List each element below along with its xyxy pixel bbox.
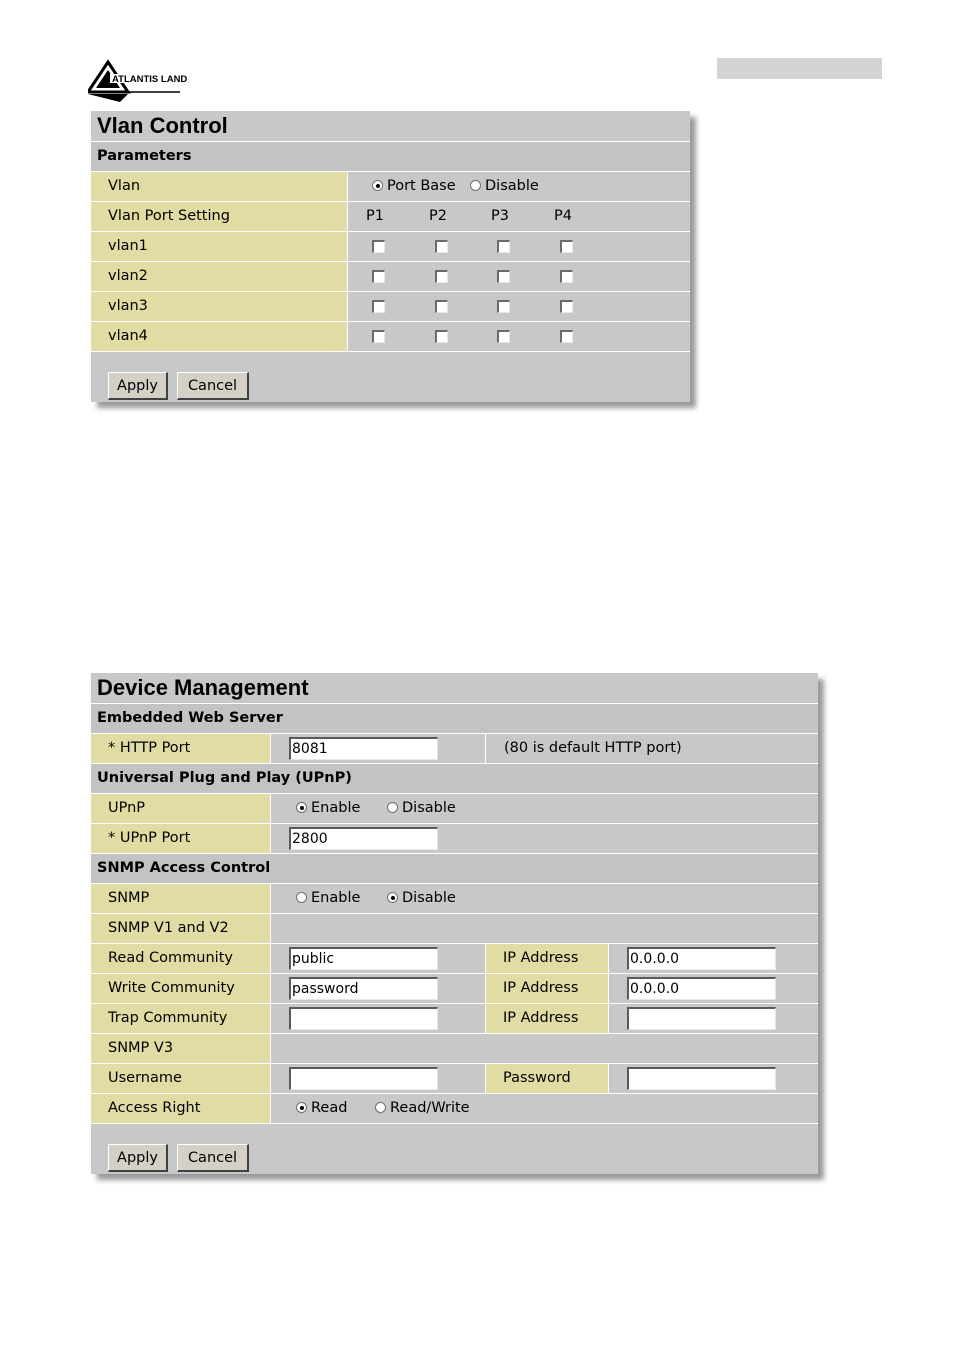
device-button-row [91,1124,818,1174]
write-community-label: Write Community [91,974,271,1003]
atlantis-logo [88,58,188,104]
access-right-row [91,1094,818,1124]
snmp-enable-radio[interactable] [296,892,307,903]
upnp-enable-option[interactable]: Enable [296,794,360,823]
username-label: Username [91,1064,271,1093]
vlan2-label: vlan2 [91,262,348,291]
username-input[interactable] [289,1067,438,1090]
read-community-label: Read Community [91,944,271,973]
vlan4-label: vlan4 [91,322,348,351]
header-bar [717,58,882,79]
snmp-enable-option[interactable]: Enable [296,884,360,913]
vlan2-row [91,262,690,292]
vlan-port-base-option[interactable]: Port Base [372,172,456,201]
upnp-section: Universal Plug and Play (UPnP) [91,764,818,794]
upnp-disable-radio[interactable] [387,802,398,813]
upnp-port-row [91,824,818,854]
upnp-label: UPnP [91,794,271,823]
logo-text: ATLANTIS LAND [112,74,188,85]
upnp-row [91,794,818,824]
trap-ip-input[interactable] [627,1007,776,1030]
snmp-v3-row [91,1034,818,1064]
device-panel-title: Device Management [91,673,818,704]
snmp-section: SNMP Access Control [91,854,818,884]
device-apply-button[interactable]: Apply [108,1144,168,1172]
vlan-cancel-button[interactable]: Cancel [177,372,249,400]
read-ip-label: IP Address [485,944,609,973]
read-ip-input[interactable] [627,947,776,970]
vlan1-p1-checkbox[interactable] [372,240,385,253]
vlan3-row [91,292,690,322]
snmp-v1v2-label: SNMP V1 and V2 [91,914,271,943]
vlan-disable-option[interactable]: Disable [470,172,539,201]
vlan-label: Vlan [91,172,348,201]
snmp-row [91,884,818,914]
vlan2-p3-checkbox[interactable] [497,270,510,283]
snmp-v3-label: SNMP V3 [91,1034,271,1063]
vlan4-p4-checkbox[interactable] [560,330,573,343]
http-port-input[interactable] [289,737,438,760]
http-port-row [91,734,818,764]
read-community-row [91,944,818,974]
access-read-radio[interactable] [296,1102,307,1113]
write-community-row [91,974,818,1004]
write-ip-label: IP Address [485,974,609,1003]
vlan2-p1-checkbox[interactable] [372,270,385,283]
vlan4-p2-checkbox[interactable] [435,330,448,343]
port-p1-header: P1 [366,208,384,224]
upnp-disable-option[interactable]: Disable [387,794,456,823]
snmp-disable-option[interactable]: Disable [387,884,456,913]
vlan4-row [91,322,690,352]
snmp-disable-radio[interactable] [387,892,398,903]
vlan-control-panel [91,111,690,402]
vlan-panel-title: Vlan Control [91,111,690,142]
upnp-port-label: * UPnP Port [91,824,271,853]
vlan3-label: vlan3 [91,292,348,321]
vlan1-p3-checkbox[interactable] [497,240,510,253]
vlan-disable-radio[interactable] [470,180,481,191]
port-base-radio[interactable] [372,180,383,191]
read-community-input[interactable] [289,947,438,970]
vlan-mode-row [91,172,690,202]
device-management-panel [91,673,818,1174]
password-input[interactable] [627,1067,776,1090]
trap-ip-label: IP Address [485,1004,609,1033]
vlan1-p4-checkbox[interactable] [560,240,573,253]
password-label: Password [485,1064,609,1093]
access-right-label: Access Right [91,1094,271,1123]
access-readwrite-option[interactable]: Read/Write [375,1094,470,1123]
http-port-label: * HTTP Port [91,734,271,763]
port-setting-label: Vlan Port Setting [91,202,348,231]
write-community-input[interactable] [289,977,438,1000]
parameters-section: Parameters [91,142,690,172]
username-row [91,1064,818,1094]
vlan-button-row [91,352,690,402]
vlan3-p4-checkbox[interactable] [560,300,573,313]
web-server-section: Embedded Web Server [91,704,818,734]
upnp-port-input[interactable] [289,827,438,850]
vlan4-p3-checkbox[interactable] [497,330,510,343]
vlan2-p2-checkbox[interactable] [435,270,448,283]
vlan-port-setting-row [91,202,690,232]
vlan2-p4-checkbox[interactable] [560,270,573,283]
snmp-label: SNMP [91,884,271,913]
upnp-enable-radio[interactable] [296,802,307,813]
vlan1-row [91,232,690,262]
trap-community-label: Trap Community [91,1004,271,1033]
snmp-v1v2-row [91,914,818,944]
access-read-option[interactable]: Read [296,1094,347,1123]
vlan1-p2-checkbox[interactable] [435,240,448,253]
vlan3-p1-checkbox[interactable] [372,300,385,313]
vlan3-p3-checkbox[interactable] [497,300,510,313]
http-port-divider [485,734,486,763]
write-ip-input[interactable] [627,977,776,1000]
port-p3-header: P3 [491,208,509,224]
access-readwrite-radio[interactable] [375,1102,386,1113]
vlan3-p2-checkbox[interactable] [435,300,448,313]
trap-community-input[interactable] [289,1007,438,1030]
port-p4-header: P4 [554,208,572,224]
vlan-apply-button[interactable]: Apply [108,372,168,400]
port-p2-header: P2 [429,208,447,224]
vlan4-p1-checkbox[interactable] [372,330,385,343]
device-cancel-button[interactable]: Cancel [177,1144,249,1172]
vlan1-label: vlan1 [91,232,348,261]
trap-community-row [91,1004,818,1034]
http-port-note: (80 is default HTTP port) [504,740,682,756]
